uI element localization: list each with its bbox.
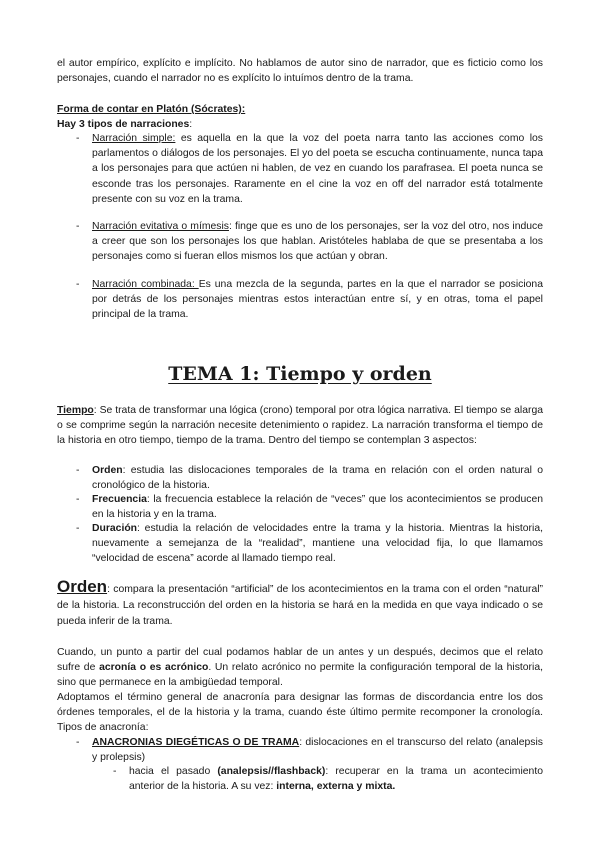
list-item-orden: Orden: estudia las dislocaciones temporales de la trama en relación con el orden natural o cronológico de la historia. <box>92 465 543 492</box>
list-bullet: - <box>76 221 80 232</box>
list-item-analepsis: hacia el pasado (analepsis//flashback): recuperar en la trama un acontecimiento anterior de la historia. A su vez: interna, externa y mixta. <box>129 766 543 793</box>
list-bullet: - <box>76 279 80 290</box>
list-bullet: - <box>76 737 80 748</box>
list-bullet: - <box>76 465 80 476</box>
list-bullet: - <box>113 766 117 777</box>
list-bullet: - <box>76 523 80 534</box>
list-item-narracion-evitativa: Narración evitativa o mímesis: finge que es uno de los personajes, ser la voz del otro, nos induce a creer que son los personajes los que hablan. Aristóteles hablaba de que se presentaba a los personajes como si fueran ellos mismos los que actúan y obran. <box>92 221 544 263</box>
acronia-paragraph: Cuando, un punto a partir del cual podamos hablar de un antes y un después, decimos que el relato sufre de acronía o es acrónico. Un relato acrónico no permite la configuración temporal de la historia, sino que permanece en la ambigüedad temporal. <box>57 647 543 689</box>
platon-subheading: Hay 3 tipos de narraciones: <box>57 119 193 130</box>
anacronia-paragraph: Adoptamos el término general de anacronía para designar las formas de discordancia entre los dos órdenes temporales, el de la historia y la trama, cuando éste último permite recomponer la cronología. Tipos de anacronía: <box>57 692 543 734</box>
list-item-narracion-combinada: Narración combinada: Es una mezcla de la segunda, partes en la que el narrador se posiciona por detrás de los personajes mientras estos interactúan entre sí, y en otras, toma el papel principal de la trama. <box>92 279 543 321</box>
list-item-duracion: Duración: estudia la relación de velocidades entre la trama y la historia. Mientras la historia, nuevamente a semejanza de la “realidad”, mantiene una velocidad fija, lo que llamamos “velocidad de escena” acorde al llamado tiempo real. <box>92 523 543 565</box>
list-bullet: - <box>76 494 80 505</box>
list-item-narracion-simple: Narración simple: es aquella en la que la voz del poeta narra tanto las acciones como los parlamentos o diálogos de los personajes. El yo del poeta se escucha continuamente, nunca tapa a los personajes para que actúen ni hablen, de vez en cuando los parafrasea. El poeta nunca se esconde tras los personajes. Raramente en el cine la voz en off del narrador está totalmente presente con su voz en la trama. <box>92 133 543 205</box>
tema-title: TEMA 1: Tiempo y orden <box>168 363 432 385</box>
platon-heading: Forma de contar en Platón (Sócrates): <box>57 104 246 115</box>
intro-paragraph: el autor empírico, explícito e implícito. No hablamos de autor sino de narrador, que es ficticio como los personajes, cuando el narrador no es explícito lo intuímos dentro de la trama. <box>57 58 543 85</box>
list-item-anacronias-diegeticas: ANACRONIAS DIEGÉTICAS O DE TRAMA: dislocaciones en el transcurso del relato (analepsis y prolepsis) <box>92 737 543 764</box>
list-item-frecuencia: Frecuencia: la frecuencia establece la relación de “veces” que los acontecimientos se producen en la historia y en la trama. <box>92 494 543 521</box>
tiempo-paragraph: Tiempo: Se trata de transformar una lógica (crono) temporal por otra lógica narrativa. El tiempo se alarga o se comprime según la narración necesite detenimiento o rapidez. La narración transforma el tiempo de la historia en otro tiempo, tiempo de la trama. Dentro del tiempo se contemplan 3 aspectos: <box>57 405 543 447</box>
orden-paragraph: Orden: compara la presentación “artificial” de los acontecimientos en la trama con el orden “natural” de la historia. La reconstrucción del orden en la historia se hará en la medida en que vaya indicado o se pueda inferir de la trama. <box>57 577 543 627</box>
list-bullet: - <box>76 133 80 144</box>
